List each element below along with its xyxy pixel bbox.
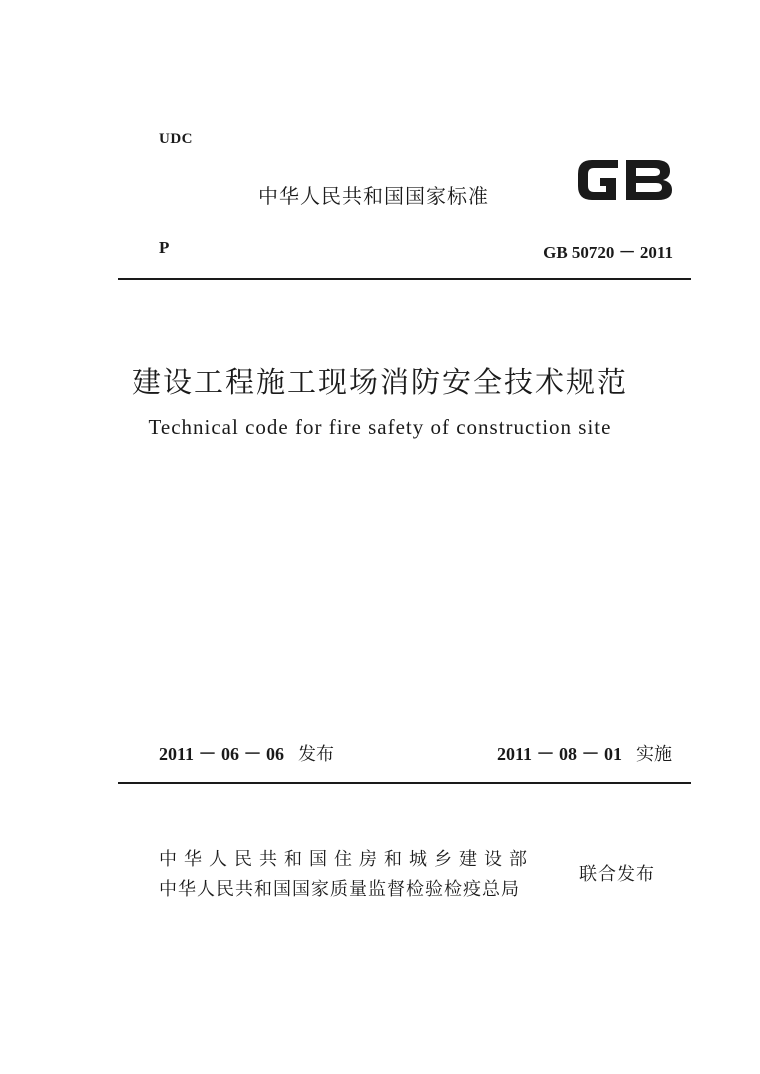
implement-date: 2011 － 08 － 01	[496, 744, 622, 764]
issuer-ministry-housing: 中华人民共和国住房和城乡建设部	[159, 849, 534, 870]
udc-label: UDC	[159, 131, 193, 147]
implement-date-line	[497, 740, 672, 766]
issue-label: 发布	[298, 744, 335, 765]
implement-label: 实施	[636, 744, 672, 765]
gb-logo	[572, 152, 676, 208]
classification-code: P	[159, 238, 170, 257]
title-chinese: 建设工程施工现场消防安全技术规范	[131, 365, 628, 399]
issue-date: 2011 － 06 － 06	[159, 744, 285, 764]
title-english: Technical code for fire safety of construction site	[148, 415, 612, 439]
standard-number: GB 50720 － 2011	[543, 243, 673, 262]
joint-issue-label: 联合发布	[579, 864, 655, 885]
issuer-quality-administration: 中华人民共和国国家质量监督检验检疫总局	[159, 879, 520, 900]
bottom-divider	[118, 782, 691, 784]
standard-type: 中华人民共和国国家标准	[258, 184, 489, 208]
top-divider	[118, 278, 691, 280]
issue-date-line	[159, 740, 334, 766]
